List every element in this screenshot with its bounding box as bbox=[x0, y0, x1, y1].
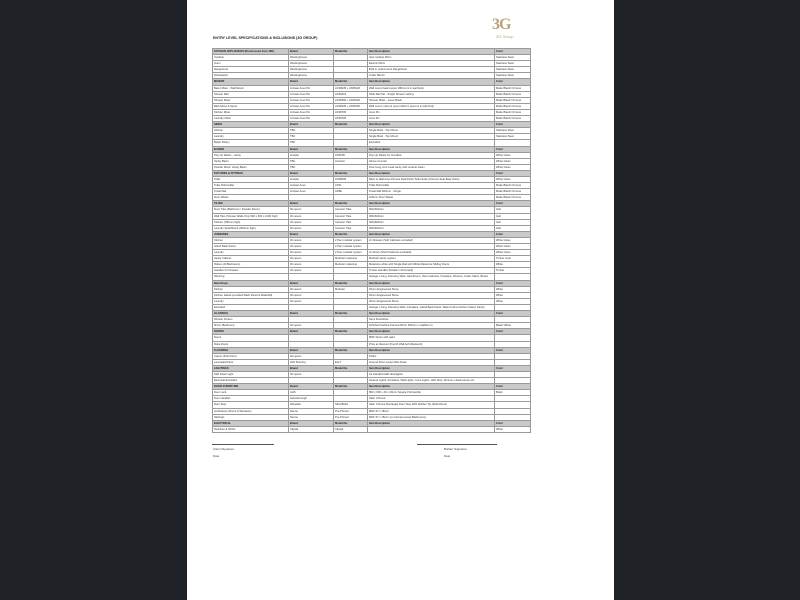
cell-description: Wall mount basin spout 180mm & in wall body bbox=[368, 85, 495, 91]
cell-color: Matte Black/ Chrome bbox=[495, 91, 531, 97]
section-header-description: Item Description bbox=[368, 384, 495, 390]
section-header-brand: Brand bbox=[289, 79, 334, 85]
cell-description: Excluded bbox=[368, 140, 495, 146]
section-header-brand: Brand bbox=[289, 329, 334, 335]
cell-brand: 3G specs bbox=[289, 219, 334, 225]
cell-description: 100mm Floor Waste bbox=[368, 195, 495, 201]
cell-item: Doors bbox=[213, 335, 289, 341]
cell-model: Modular bbox=[334, 286, 368, 292]
cell-description: Built in undermount Rangehood bbox=[368, 67, 495, 73]
section-header-item: GLAZINGS bbox=[213, 311, 289, 317]
cell-item: Switches & GPOs bbox=[213, 426, 289, 432]
section-header-brand: Brand bbox=[289, 311, 334, 317]
cell-brand: Arcisan Axus Pin bbox=[289, 85, 334, 91]
cell-item: Shower Mixer bbox=[213, 97, 289, 103]
cell-model: AX38235 + AX68120 bbox=[334, 85, 368, 91]
cell-brand: Clipsal bbox=[289, 426, 334, 432]
cell-brand: 3G specs bbox=[289, 323, 334, 329]
cell-color: White bbox=[495, 286, 531, 292]
cell-model: 2 Pac modular system bbox=[334, 250, 368, 256]
cell-item: Toilet Roll Holder bbox=[213, 183, 289, 189]
section-header-brand: Brand bbox=[289, 420, 334, 426]
cell-description: 20mm Engineered Stone bbox=[368, 286, 495, 292]
section-header-model: Model No. bbox=[334, 311, 368, 317]
cell-description: Polles bbox=[368, 353, 495, 359]
section-header-description: Item Description bbox=[368, 280, 495, 286]
cell-brand: Westinghouse bbox=[289, 55, 334, 61]
section-header-color: Color bbox=[495, 280, 531, 286]
section-header-description: Item Description bbox=[368, 231, 495, 237]
section-header-color: Color bbox=[495, 122, 531, 128]
section-header-brand: Brand bbox=[289, 280, 334, 286]
cell-color: White bbox=[495, 426, 531, 432]
cell-item: Pop-Up Waste - vanity bbox=[213, 152, 289, 158]
section-header-model: Model No. bbox=[334, 329, 368, 335]
cell-color: Matte Black/ Chrome bbox=[495, 189, 531, 195]
cell-description: Melamine white with Single Rail with White Melamine Sliding Doors bbox=[368, 262, 495, 268]
section-header-item: BASINS bbox=[213, 146, 289, 152]
builder-date-label: Date bbox=[444, 454, 451, 458]
cell-color: Stainless Steel bbox=[495, 67, 531, 73]
cell-color: Matte Black/ Chrome bbox=[495, 195, 531, 201]
cell-item: Kitchen (780mm high) bbox=[213, 219, 289, 225]
cell-color: Stainless Steel bbox=[495, 73, 531, 79]
cell-color: White Gloss bbox=[495, 164, 531, 170]
cell-description: Feature Lights, Pendants, Wall Lights, Cove Lights, LED Strip, Dimmer, Head Lamps etc bbox=[368, 378, 495, 384]
section-header-item: KITCHEN APPLIANCES (Prestressed from 16K) bbox=[213, 49, 289, 55]
cell-item: Vanity Cabinet bbox=[213, 256, 289, 262]
cell-item: Robe Doors bbox=[213, 341, 289, 347]
cell-brand: 3G specs bbox=[289, 237, 334, 243]
section-header-description: Item Description bbox=[368, 311, 495, 317]
cell-item: Laundry Splashback (300mm high) bbox=[213, 225, 289, 231]
section-header-brand: Brand bbox=[289, 231, 334, 237]
cell-brand: Arcisan Axus Pin bbox=[289, 103, 334, 109]
section-header-description: Item Description bbox=[368, 49, 495, 55]
cell-color: White Gloss bbox=[495, 152, 531, 158]
cell-brand: Westinghouse bbox=[289, 67, 334, 73]
cell-brand: Wanadal bbox=[289, 402, 334, 408]
cell-description: Polished Surface Framed Mirror 600mm in addition to bbox=[368, 323, 495, 329]
cell-description: 800 x 800 x 40 x 20mm Square Pull Handle bbox=[368, 390, 495, 396]
cell-description: Garage, Living, Dressing Table, Fireplace, Island Back Panel, Water Fall to Kitchen Island, Pantry bbox=[368, 304, 495, 310]
cell-brand: 3G specs bbox=[289, 250, 334, 256]
cell-model: AX38705 bbox=[334, 109, 368, 115]
cell-item: Door Lock bbox=[213, 390, 289, 396]
cell-description: 2x Doors (Shelf Cabinets excluded) bbox=[368, 250, 495, 256]
cell-description: Satin Chrome Rectangle Door Stop With Rubber Tip (Wall Mount) bbox=[368, 402, 495, 408]
section-header-item: DOORS bbox=[213, 329, 289, 335]
cell-item: Kitchen bbox=[213, 237, 289, 243]
cell-model: Clipsal bbox=[334, 426, 368, 432]
cell-brand: AHS bbox=[289, 390, 334, 396]
cell-item: Bath Mixer & Spout bbox=[213, 103, 289, 109]
cell-item: Floor Waste bbox=[213, 195, 289, 201]
cell-color: Matte Black/ Chrome bbox=[495, 183, 531, 189]
cell-color: Stainless Steel bbox=[495, 61, 531, 67]
cell-item: Laundry Mixer bbox=[213, 116, 289, 122]
cell-item: Laundry bbox=[213, 298, 289, 304]
section-header-description: Item Description bbox=[368, 146, 495, 152]
section-header-description: Item Description bbox=[368, 365, 495, 371]
cell-brand: TBC bbox=[289, 158, 334, 164]
cell-brand: 3G specs bbox=[289, 213, 334, 219]
cell-color: White bbox=[495, 298, 531, 304]
cell-color: Matte Black/ Chrome bbox=[495, 85, 531, 91]
cell-description: Wall mount mixer & spout 220mm spout & in wall body bbox=[368, 103, 495, 109]
cell-model: AX5P00 bbox=[334, 152, 368, 158]
cell-description: 2x Drawers (Soft Cabinets excluded) bbox=[368, 237, 495, 243]
cell-item: Architraves (Doors & Windows) bbox=[213, 408, 289, 414]
cell-brand: Arcisan bbox=[289, 152, 334, 158]
cell-item: Door Stop bbox=[213, 402, 289, 408]
cell-brand: TBC bbox=[289, 128, 334, 134]
section-header-color: Color bbox=[495, 231, 531, 237]
section-header-brand: Brand bbox=[289, 347, 334, 353]
cell-brand: Nenne bbox=[289, 414, 334, 420]
cell-brand: Nenne bbox=[289, 408, 334, 414]
cell-description: Under Bench bbox=[368, 73, 495, 79]
cell-item: Cooktop bbox=[213, 55, 289, 61]
section-header-model: Model No. bbox=[334, 280, 368, 286]
cell-item: Rangehood bbox=[213, 67, 289, 73]
cell-description: 20mm Engineered Stone bbox=[368, 298, 495, 304]
section-header-model: Model No. bbox=[334, 231, 368, 237]
section-header-item: FIXTURES & FITTINGS bbox=[213, 170, 289, 176]
cell-brand: Arcisan bbox=[289, 176, 334, 182]
section-header-brand: Brand bbox=[289, 201, 334, 207]
section-header-brand: Brand bbox=[289, 146, 334, 152]
cell-color: White bbox=[495, 292, 531, 298]
cell-item: Laundry bbox=[213, 134, 289, 140]
cell-brand: Gainsborough bbox=[289, 396, 334, 402]
section-header-item: JOINERIES bbox=[213, 231, 289, 237]
section-header-description: Item Description bbox=[368, 420, 495, 426]
cell-model: Modular melamine bbox=[334, 262, 368, 268]
cell-color: White bbox=[495, 262, 531, 268]
section-header-color: Color bbox=[495, 201, 531, 207]
section-header-color: Color bbox=[495, 170, 531, 176]
cell-model: Ceramic Tiles bbox=[334, 207, 368, 213]
cell-item: Shower Rail bbox=[213, 91, 289, 97]
cell-description: Pop-Up Waste for Overflow bbox=[368, 152, 495, 158]
section-header-model: Model No. bbox=[334, 79, 368, 85]
cell-item: Excluded bbox=[213, 304, 289, 310]
cell-brand: AVK Flooring bbox=[289, 359, 334, 365]
cell-brand: TBC bbox=[289, 134, 334, 140]
section-header-description: Item Description bbox=[368, 329, 495, 335]
cell-color: Black bbox=[495, 390, 531, 396]
cell-brand: Arcisan Axus Pin bbox=[289, 116, 334, 122]
cell-color: Stainless Steel bbox=[495, 128, 531, 134]
section-header-color: Color bbox=[495, 384, 531, 390]
cell-color: Gelt bbox=[495, 213, 531, 219]
cell-item: Kitchen Mixer bbox=[213, 109, 289, 115]
cell-color: Matte Black/ Chrome bbox=[495, 97, 531, 103]
builder-signature-line bbox=[417, 444, 497, 445]
cell-description: 20mm Engineered Stone bbox=[368, 292, 495, 298]
logo-mark: 3G bbox=[492, 16, 511, 33]
cell-brand: 3G specs bbox=[289, 256, 334, 262]
cell-item: Electrical Excluded bbox=[213, 378, 289, 384]
cell-description: 300x600mm bbox=[368, 219, 495, 225]
cell-description: Modular vanity system bbox=[368, 256, 495, 262]
section-header-model: Model No. bbox=[334, 122, 368, 128]
cell-description: Towel Rail 600mm - Single bbox=[368, 189, 495, 195]
cell-description: Axus Pin bbox=[368, 116, 495, 122]
section-header-item: TILING bbox=[213, 201, 289, 207]
section-header-item: Benchtops bbox=[213, 280, 289, 286]
cell-item: Oven bbox=[213, 61, 289, 67]
cell-description: Gas cooktop 60cm bbox=[368, 55, 495, 61]
cell-description: MDF 67 x 18mm (or Internal except Bathrooms) bbox=[368, 414, 495, 420]
cell-model: 2 Pac modular system bbox=[334, 244, 368, 250]
section-header-model: Model No. bbox=[334, 49, 368, 55]
cell-model: ELLT bbox=[334, 359, 368, 365]
cell-description: 600x600mm bbox=[368, 207, 495, 213]
section-header-model: Model No. bbox=[334, 365, 368, 371]
cell-model: Ceramic Tiles bbox=[334, 225, 368, 231]
cell-item: Door Handles bbox=[213, 396, 289, 402]
cell-color: Matte Black/ Chrome bbox=[495, 116, 531, 122]
cell-description: Slide Rail Set - Single Shower setting bbox=[368, 91, 495, 97]
builder-signature-label: Builder Signature bbox=[444, 447, 468, 451]
section-header-brand: Brand bbox=[289, 122, 334, 128]
cell-item: Butler Pantry bbox=[213, 140, 289, 146]
cell-description: Above Counter bbox=[368, 158, 495, 164]
cell-color: White Gloss bbox=[495, 237, 531, 243]
cell-model: AX8E bbox=[334, 189, 368, 195]
client-signature-line bbox=[212, 444, 274, 445]
cell-color: Gelt bbox=[495, 219, 531, 225]
section-header-color: Color bbox=[495, 79, 531, 85]
cell-item: Skirtings bbox=[213, 414, 289, 420]
cell-model: Pre-Primed bbox=[334, 408, 368, 414]
cell-model: Ceramic Tiles bbox=[334, 213, 368, 219]
cell-brand: Arcisan Axus bbox=[289, 189, 334, 195]
section-header-description: Item Description bbox=[368, 201, 495, 207]
cell-color: Stainless Steel bbox=[495, 134, 531, 140]
cell-brand: 3G specs bbox=[289, 286, 334, 292]
cell-item: Vanity Basin bbox=[213, 158, 289, 164]
cell-item: LED Down Light bbox=[213, 371, 289, 377]
section-header-brand: Brand bbox=[289, 365, 334, 371]
cell-model: Pre-Primed bbox=[334, 414, 368, 420]
section-header-model: Model No. bbox=[334, 201, 368, 207]
cell-brand: 3G specs bbox=[289, 371, 334, 377]
section-header-model: Model No. bbox=[334, 420, 368, 426]
section-header-item: ELECTRICAL bbox=[213, 420, 289, 426]
section-header-description: Item Description bbox=[368, 170, 495, 176]
cell-color: Timber bbox=[495, 268, 531, 274]
section-header-brand: Brand bbox=[289, 384, 334, 390]
cell-item: Island Back Panel bbox=[213, 244, 289, 250]
document-title: ENTRY LEVEL SPECIFICATIONS & INCLUSIONS (3G GROUP) bbox=[213, 36, 318, 40]
section-header-model: Model No. bbox=[334, 384, 368, 390]
cell-color: Timber Look bbox=[495, 256, 531, 262]
section-header-description: Item Description bbox=[368, 79, 495, 85]
cell-item: Laundry bbox=[213, 250, 289, 256]
cell-brand: 3G specs bbox=[289, 225, 334, 231]
section-header-model: Model No. bbox=[334, 170, 368, 176]
cell-model: AX38250 + AX68120 bbox=[334, 97, 368, 103]
cell-description: 300x600mm bbox=[368, 213, 495, 219]
cell-color: White Gloss bbox=[495, 244, 531, 250]
company-logo bbox=[490, 16, 530, 44]
cell-brand: 3G specs bbox=[289, 353, 334, 359]
section-header-item: DOOR FURNITURE bbox=[213, 384, 289, 390]
section-header-item: MIXERS bbox=[213, 79, 289, 85]
cell-item: Kitchen bbox=[213, 128, 289, 134]
cell-color: Matte Black/ Chrome bbox=[495, 103, 531, 109]
section-header-description: Item Description bbox=[368, 347, 495, 353]
cell-item: Laminated Floor bbox=[213, 359, 289, 365]
cell-brand: Arcisan Axus Pin bbox=[289, 91, 334, 97]
cell-description: Satin Chrome bbox=[368, 396, 495, 402]
cell-color: Black/ White bbox=[495, 323, 531, 329]
document-page bbox=[187, 0, 614, 600]
cell-color: Gelt bbox=[495, 225, 531, 231]
cell-color: White Gloss bbox=[495, 158, 531, 164]
cell-brand: Westinghouse bbox=[289, 73, 334, 79]
cell-description: 300x600mm bbox=[368, 225, 495, 231]
cell-description: Semi Frameless bbox=[368, 317, 495, 323]
cell-model: AX68005 bbox=[334, 176, 368, 182]
cell-brand: 3G specs bbox=[289, 292, 334, 298]
cell-model: AX36215 bbox=[334, 91, 368, 97]
section-header-brand: Brand bbox=[289, 170, 334, 176]
cell-description: Toilet Roll Holder bbox=[368, 183, 495, 189]
cell-color: Matte Black/ Chrome bbox=[495, 109, 531, 115]
cell-description: Price at discount (Fourth Wall Ash Weekend) bbox=[368, 341, 495, 347]
cell-brand: Arcisan Axus bbox=[289, 183, 334, 189]
cell-brand: TBC bbox=[289, 140, 334, 146]
client-signature-label: Client Signature bbox=[213, 447, 235, 451]
cell-model: Ceramic Tiles bbox=[334, 219, 368, 225]
cell-description: Shower Mixer - Lever Basin bbox=[368, 97, 495, 103]
section-header-item: FLOORING bbox=[213, 347, 289, 353]
cell-item: Shower Screen bbox=[213, 317, 289, 323]
section-header-color: Color bbox=[495, 146, 531, 152]
cell-model: AX38235 + AX68120 bbox=[334, 103, 368, 109]
specifications-sheet bbox=[212, 48, 530, 433]
cell-model: Ceramic bbox=[334, 158, 368, 164]
cell-color: Gelt bbox=[495, 207, 531, 213]
cell-description: MDF 67 x 18mm bbox=[368, 408, 495, 414]
cell-item: Carpet (First Floor) bbox=[213, 353, 289, 359]
cell-item: Toilet bbox=[213, 176, 289, 182]
cell-item: Wall Tiles (Shower Walls Only 900 x 600 x 2100 high) bbox=[213, 213, 289, 219]
section-header-color: Color bbox=[495, 365, 531, 371]
cell-description: Ground Floor except Wet Areas bbox=[368, 359, 495, 365]
cell-item: Kitchen bbox=[213, 286, 289, 292]
cell-description: Electric 60cm bbox=[368, 61, 495, 67]
cell-description: Garage, Living, Dressing Table, Mud Room, View Cabinets, Fireplace, Alfresco, Under Stairs, Books bbox=[368, 274, 495, 280]
cell-description: Axus Pin bbox=[368, 109, 495, 115]
cell-description: Single Bowl - Top Mount bbox=[368, 128, 495, 134]
specifications-table-body bbox=[213, 49, 531, 433]
section-header-color: Color bbox=[495, 49, 531, 55]
cell-description: As standard LED downlights bbox=[368, 371, 495, 377]
client-date-label: Date bbox=[213, 454, 220, 458]
specifications-table bbox=[212, 48, 531, 433]
section-header-color: Color bbox=[495, 347, 531, 353]
cell-brand: 3G specs bbox=[289, 262, 334, 268]
cell-model: AX38705 bbox=[334, 116, 368, 122]
cell-brand: 3G specs bbox=[289, 207, 334, 213]
cell-color: Stainless Steel bbox=[495, 55, 531, 61]
cell-item: Floor Tiles (Bathroom / Powder Room) bbox=[213, 207, 289, 213]
cell-description: Timber Handles (Details in Denmark) bbox=[368, 268, 495, 274]
cell-description: Free hung mini small vanity with ceramic basin bbox=[368, 164, 495, 170]
cell-item: Handles for Drawers bbox=[213, 268, 289, 274]
section-header-item: LIGHTINGS bbox=[213, 365, 289, 371]
table-row bbox=[213, 426, 531, 432]
cell-brand: 3G specs bbox=[289, 268, 334, 274]
cell-item: Shelving bbox=[213, 274, 289, 280]
cell-item: Mirror (Bedroom) bbox=[213, 323, 289, 329]
section-header-description: Item Description bbox=[368, 122, 495, 128]
cell-brand: Arcisan Axus Pin bbox=[289, 97, 334, 103]
section-header-brand: Brand bbox=[289, 49, 334, 55]
cell-brand: Arcisan Axus Pin bbox=[289, 109, 334, 115]
cell-description: Back to Wall Axus Pinmax Dual Flush Toilet Suite (Chrome Seat Bear Drink) bbox=[368, 176, 495, 182]
section-header-item: SINKS bbox=[213, 122, 289, 128]
cell-item: Towel Rail bbox=[213, 189, 289, 195]
cell-brand: 3G specs bbox=[289, 244, 334, 250]
cell-brand: TBC bbox=[289, 164, 334, 170]
cell-model: SDL2802A bbox=[334, 402, 368, 408]
cell-item: Kitchen Island (excluded Back Panel & Waterfall) bbox=[213, 292, 289, 298]
logo-name: 3G Group bbox=[496, 34, 514, 39]
section-header-color: Color bbox=[495, 311, 531, 317]
section-header-model: Model No. bbox=[334, 347, 368, 353]
cell-color: White Gloss bbox=[495, 250, 531, 256]
cell-item: Dishwasher bbox=[213, 73, 289, 79]
section-header-color: Color bbox=[495, 329, 531, 335]
cell-brand: Westinghouse bbox=[289, 61, 334, 67]
cell-item: Powder Room Vanity Basin bbox=[213, 164, 289, 170]
cell-description: MDF Doors with paint bbox=[368, 335, 495, 341]
cell-model: Modular melamine bbox=[334, 256, 368, 262]
cell-description bbox=[368, 426, 495, 432]
cell-description: Single Bowl - Top Mount bbox=[368, 134, 495, 140]
cell-model: AX5L bbox=[334, 183, 368, 189]
cell-item: Robes (All Bedrooms) bbox=[213, 262, 289, 268]
section-header-model: Model No. bbox=[334, 146, 368, 152]
cell-brand: 3G specs bbox=[289, 298, 334, 304]
cell-color: White Gloss bbox=[495, 176, 531, 182]
cell-model: 2 Pac modular system bbox=[334, 237, 368, 243]
cell-item: Basin Mixer - Wall Mount bbox=[213, 85, 289, 91]
section-header-color: Color bbox=[495, 420, 531, 426]
